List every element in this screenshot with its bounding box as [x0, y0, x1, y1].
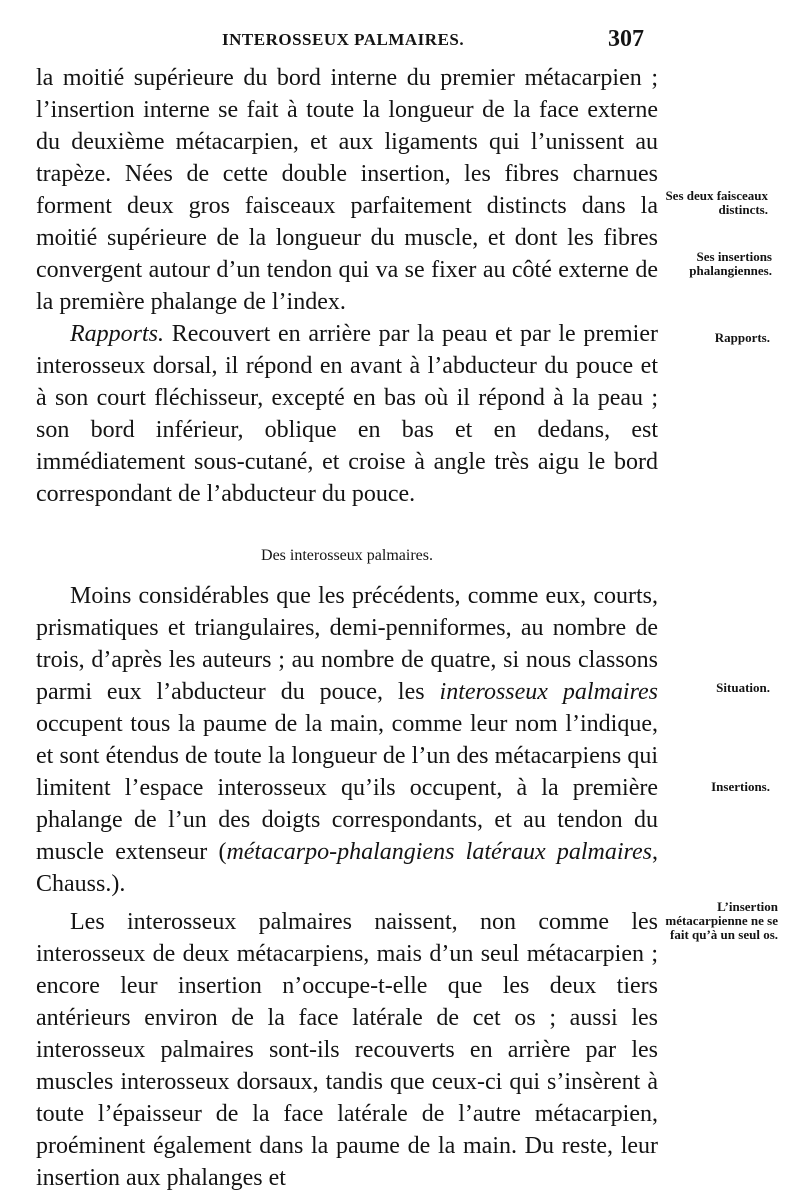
margin-note-insertion-metacarpienne: L’insertion métacarpienne ne se fait qu’à un seul os.	[665, 899, 778, 942]
rapports-text: Recouvert en arrière par la peau et par le premier interosseux dorsal, il répond en avant à l’abducteur du pouce et à son court fléchisseur, excepté en bas où il répond à la peau ; son bord inférieur, oblique en bas et en dedans, est immédiatement sous-cutané, et croise à angle très aigu le bord correspondant de l’abducteur du pouce.	[36, 321, 658, 507]
paragraph-insertion-metacarpienne: Les interosseux palmaires naissent, non comme les interosseux de deux métacarpiens, mais d’un seul métacarpien ; encore leur insertion n’occupe-t-elle que les deux tiers antérieurs environ de la face latérale de cet os ; aussi les interosseux palmaires sont-ils recouverts en arrière par les muscles interosseux dorsaux, tandis que ceux-ci qui s’insèrent à toute l’épaisseur de la face latérale de l’autre métacarpien, proéminent également dans la paume de la main. Du reste, leur insertion aux phalanges et	[36, 909, 658, 1191]
situation-text-c: , Chauss.).	[36, 839, 658, 897]
main-text	[36, 62, 658, 1194]
rapports-lead: Rapports.	[70, 321, 165, 347]
page-number: 307	[608, 26, 644, 52]
paragraph-rapports	[36, 318, 658, 510]
margin-note-rapports: Rapports.	[714, 330, 770, 345]
situation-italic-term: interosseux palmaires	[439, 679, 659, 705]
margin-note-faisceaux: Ses deux faisceaux distincts.	[665, 188, 768, 217]
situation-italic-synonym: métacarpo-phalangiens latéraux palmaires	[226, 839, 652, 865]
paragraph-situation	[36, 580, 658, 900]
margin-note-insertions: Insertions.	[711, 779, 770, 794]
margin-note-situation: Situation.	[716, 680, 770, 695]
running-title: INTEROSSEUX PALMAIRES.	[222, 30, 465, 49]
paragraph-insertions: la moitié supérieure du bord interne du premier métacarpien ; l’insertion interne se fait à toute la longueur de la face externe du deuxième métacarpien, et aux ligaments qui l’unissent au trapèze. Nées de cette double insertion, les fibres charnues forment deux gros faisceaux parfaitement distincts dans la moitié supérieure de la longueur du muscle, et dont les fibres convergent autour d’un tendon qui va se fixer au côté externe de la première phalange de l’index.	[36, 65, 658, 315]
situation-text-b: occupent tous la paume de la main, comme leur nom l’indique, et sont étendus de toute la longueur de l’un des métacarpiens qui limitent l’espace interosseux qu’ils occupent, à la première phalange de l’un des doigts correspondants, et au tendon du muscle extenseur (	[36, 711, 658, 865]
margin-note-insertions-phalangiennes: Ses insertions phalangiennes.	[689, 249, 772, 278]
section-heading: Des interosseux palmaires.	[261, 547, 433, 564]
page-header	[0, 26, 800, 60]
situation-text-a: Moins considérables que les précédents, comme eux, courts, prismatiques et triangulaires, demi-penniformes, au nombre de trois, d’après les auteurs ; au nombre de quatre, si nous classons parmi eux l’abducteur du pouce, les	[36, 583, 658, 705]
